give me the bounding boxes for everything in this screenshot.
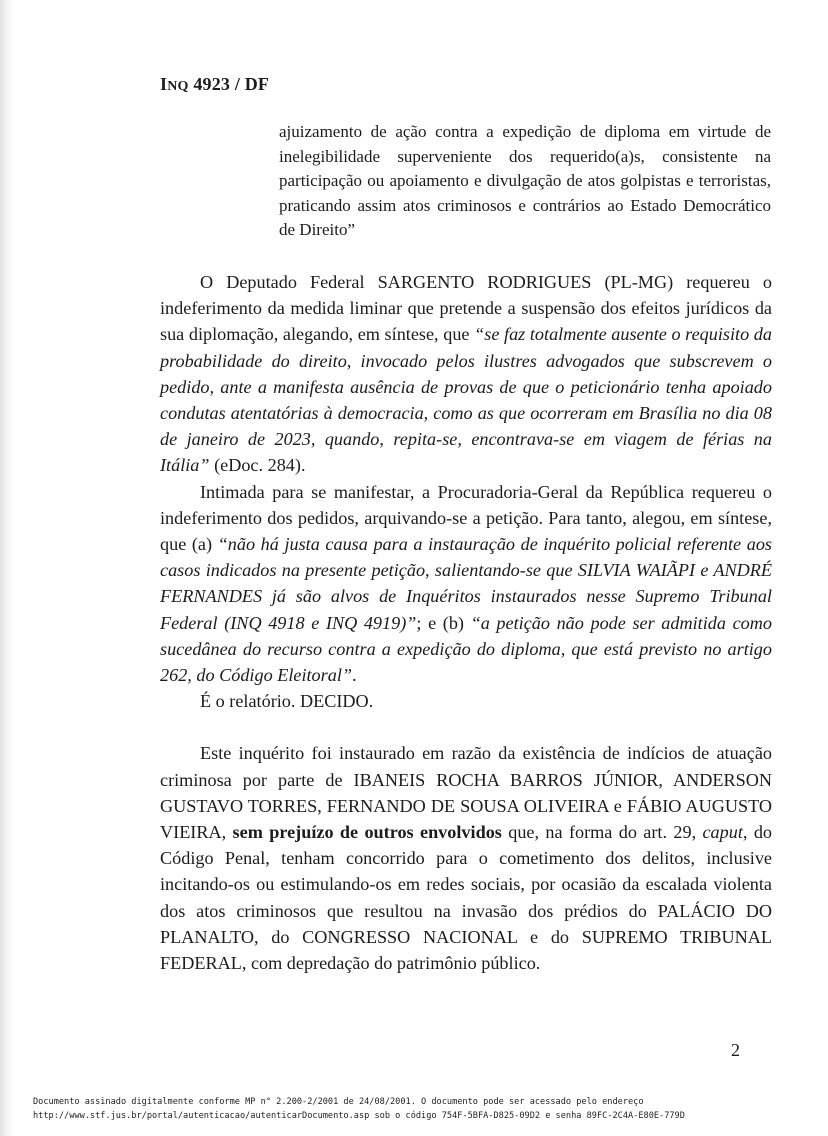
quote-text: ajuizamento de ação contra a expedição de diploma em virtude de inelegibilidade superveniente dos requerido(a)s, consistente na participação ou apoiamento e divulgação de atos golpistas e terroristas, praticando assim atos criminosos e contrários ao Estado Democrático de Direito” — [279, 122, 771, 240]
paragraph-text: O Deputado Federal SARGENTO RODRIGUES (PL-MG) requereu o indeferimento da medida liminar que pretende a suspensão dos efeitos jurídicos da sua diplomação, alegando, em síntese, que — [160, 272, 772, 345]
quoted-text: “não há justa causa para a instauração de inquérito policial referente aos casos indicados na presente petição, salientando-se que SILVIA WAIÃPI e ANDRÉ FERNANDES já são alvos de Inquéritos instaurados nesse Supremo Tribunal Federal (INQ 4918 e INQ 4919)” — [160, 534, 772, 633]
case-header — [160, 74, 269, 95]
bold-text: sem prejuízo de outros envolvidos — [232, 822, 502, 843]
paragraph-text: . — [352, 665, 357, 686]
paragraph-text: que, na forma do art. 29, — [501, 822, 703, 843]
signature-footer — [33, 1095, 813, 1123]
paragraph-pgr — [160, 479, 772, 689]
case-header-smallcaps: NQ — [167, 79, 189, 94]
paragraph-relatorio: É o relatório. DECIDO. — [200, 691, 374, 712]
paragraph-text: Intimada para se manifestar, a Procuradoria-Geral da República requereu o indeferimento dos pedidos, arquivando-se a petição. Para tanto, alegou, em síntese, que (a) — [160, 481, 772, 555]
paragraph-text: , do Código Penal, tenham concorrido para o cometimento dos delitos, inclusive incitando-os ou estimulando-os em redes sociais, por ocasião da escalada violenta dos atos criminosos que resultou na invasão dos prédios do PALÁCIO DO PLANALTO, do CONGRESSO NACIONAL e do SUPREMO TRIBUNAL FEDERAL, com depredação do patrimônio público. — [160, 822, 773, 974]
paragraph-text: (eDoc. 284). — [209, 455, 306, 476]
paragraph-sargento-rodrigues — [160, 269, 772, 479]
quoted-text: “a petição não pode ser admitida como sucedânea do recurso contra a expedição do diploma, que está previsto no artigo 262, do Código Eleitoral” — [160, 612, 772, 686]
footer-line-2: http://www.stf.jus.br/portal/autenticacao/autenticarDocumento.asp sob o código 754F-5BFA-D825-09D2 e senha 89FC-2C4A-E80E-779D — [33, 1111, 685, 1121]
italic-text: caput — [702, 822, 743, 843]
body-text — [160, 269, 772, 976]
paragraph-text: ; e (b) — [416, 612, 471, 633]
quoted-text: “se faz totalmente ausente o requisito da probabilidade do direito, invocado pelos ilustres advogados que subscrevem o pedido, ante a manifesta ausência de provas de que o peticionário tenha apoiado condutas atentatórias à democracia, como as que ocorreram em Brasília no dia 08 de janeiro de 2023, quando, repita-se, encontrava-se em viagem de férias na Itália” — [160, 324, 772, 476]
case-header-number: 4923 / DF — [188, 74, 270, 94]
page-number: 2 — [731, 1040, 740, 1060]
quote-block — [279, 120, 771, 243]
paragraph-inquerito — [160, 740, 772, 976]
paragraph-text: Este inquérito foi instaurado em razão da existência de indícios de atuação criminosa por parte de IBANEIS ROCHA BARROS JÚNIOR, ANDERSON GUSTAVO TORRES, FERNANDO DE SOUSA OLIVEIRA e FÁBIO AUGUSTO VIEIRA, — [160, 743, 772, 843]
case-header-initial: I — [160, 74, 168, 94]
footer-line-1: Documento assinado digitalmente conforme MP n° 2.200-2/2001 de 24/08/2001. O documento pode ser acessado pelo endereço — [33, 1097, 644, 1107]
